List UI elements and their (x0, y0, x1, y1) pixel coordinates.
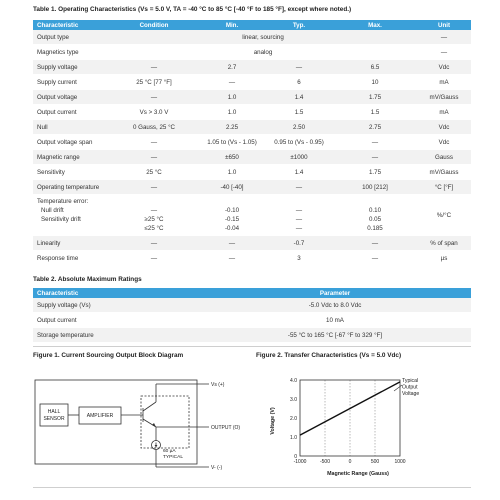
cell-unit: — (417, 30, 471, 45)
cell-min: 1.0 (199, 90, 265, 105)
y-tick-label: 1.0 (290, 434, 297, 441)
footer-divider (33, 487, 471, 488)
cell-parameter: -5.0 Vdc to 8.0 Vdc (199, 298, 471, 313)
plot-frame (300, 380, 400, 456)
cell-parameter: -55 °C to 165 °C [-67 °F to 329 °F] (199, 328, 471, 343)
cell-min: 2.25 (199, 120, 265, 135)
cell-condition: — (109, 180, 199, 195)
x-tick-label: 1000 (394, 459, 406, 465)
table-row (33, 313, 471, 328)
cell-unit: Vdc (417, 135, 471, 150)
y-tick-label: 3.0 (290, 396, 297, 403)
cell-characteristic: Output current (33, 105, 109, 120)
cell-min: 1.05 to (Vs - 1.05) (199, 135, 265, 150)
cell-span-value: analog (109, 45, 417, 60)
vs-terminal-label: Vs (+) (211, 382, 225, 388)
cell-max: 1.5 (333, 105, 417, 120)
cell-parameter: 10 mA (199, 313, 471, 328)
figure2-caption: Figure 2. Transfer Characteristics (Vs = 5.0 Vdc) (256, 352, 402, 359)
x-axis-label: Magnetic Range (Gauss) (327, 471, 389, 477)
max-line: 0.185 (367, 225, 383, 232)
cell-min: 1.0 (199, 105, 265, 120)
header-condition: Condition (109, 20, 199, 30)
x-tick-label: -500 (319, 459, 331, 465)
table-row-temperature-error (33, 195, 471, 236)
table-row (33, 150, 471, 165)
cell-characteristic: Magnetic range (33, 150, 109, 165)
transistor-collector-lead (143, 402, 156, 411)
cell-unit: — (417, 45, 471, 60)
cell-unit: % of span (417, 236, 471, 251)
table-row (33, 165, 471, 180)
cell-condition: — (109, 135, 199, 150)
cell-typ: 6 (265, 75, 333, 90)
table-row (33, 120, 471, 135)
legend-output: Output (402, 384, 418, 391)
cond-line: ≤25 °C (144, 225, 164, 232)
table-row (33, 60, 471, 75)
table-row (33, 45, 471, 60)
cell-max: 10 (333, 75, 417, 90)
header-typ: Typ. (265, 20, 333, 30)
legend-leader-line (394, 385, 402, 391)
hall-sensor-label: SENSOR (43, 416, 65, 422)
cell-typ: 1.4 (265, 90, 333, 105)
cell-min (199, 195, 265, 236)
header-unit: Unit (417, 20, 471, 30)
x-tick-label: -1000 (293, 459, 307, 465)
cell-typ: 2.50 (265, 120, 333, 135)
table-row (33, 75, 471, 90)
cell-min: -40 [-40] (199, 180, 265, 195)
current-typical-label: TYPICAL (163, 455, 183, 460)
cell-unit: mV/Gauss (417, 90, 471, 105)
legend-typical: Typical (402, 378, 419, 384)
cell-characteristic: Response time (33, 251, 109, 266)
cell-unit: Vdc (417, 60, 471, 75)
cell-condition: — (109, 251, 199, 266)
null-drift-label: Null drift (41, 207, 64, 214)
cell-characteristic: Magnetics type (33, 45, 109, 60)
typ-line: — (295, 225, 303, 232)
cell-typ: 1.4 (265, 165, 333, 180)
cell-condition: — (109, 60, 199, 75)
figure1-caption: Figure 1. Current Sourcing Output Block Diagram (33, 352, 184, 359)
cell-unit: °C [°F] (417, 180, 471, 195)
table-row (33, 135, 471, 150)
x-tick-label: 500 (370, 459, 380, 465)
max-line: 0.05 (368, 216, 382, 223)
temp-error-label: Temperature error: (37, 198, 89, 205)
table-row (33, 105, 471, 120)
cell-min: — (199, 75, 265, 90)
y-tick-label: 0 (294, 453, 297, 460)
y-axis-ticks (290, 378, 297, 460)
cell-characteristic: Storage temperature (33, 328, 199, 343)
cell-unit: Gauss (417, 150, 471, 165)
y-tick-label: 4.0 (290, 377, 297, 384)
cell-condition: 25 °C [77 °F] (109, 75, 199, 90)
cell-characteristic: Supply voltage (Vs) (33, 298, 199, 313)
table-row (33, 328, 471, 343)
table1-caption: Table 1. Operating Characteristics (Vs = 5.0 V, TA = -40 °C to 85 °C [-40 °F to 185 °F], except where noted.) (33, 6, 352, 13)
cell-max: — (333, 135, 417, 150)
y-axis-label: Voltage (V) (270, 407, 276, 435)
cell-condition: 25 °C (109, 165, 199, 180)
header-characteristic: Characteristic (33, 20, 109, 30)
table-row (33, 298, 471, 313)
cell-characteristic: Supply current (33, 75, 109, 90)
absolute-maximum-ratings-table (33, 288, 471, 343)
cell-condition: Vs > 3.0 V (109, 105, 199, 120)
cell-max: 1.75 (333, 90, 417, 105)
operating-characteristics-table (33, 20, 471, 266)
cell-max: — (333, 251, 417, 266)
cell-max: — (333, 150, 417, 165)
cell-max: 100 [212] (333, 180, 417, 195)
current-arrow-head-icon (155, 445, 158, 448)
cell-condition: — (109, 236, 199, 251)
cell-characteristic: Supply voltage (33, 60, 109, 75)
cell-condition (109, 195, 199, 236)
cell-unit: µs (417, 251, 471, 266)
cell-typ: 0.95 to (Vs - 0.95) (265, 135, 333, 150)
cell-characteristic: Output current (33, 313, 199, 328)
v-minus-terminal-label: V- (-) (211, 465, 223, 471)
header-characteristic: Characteristic (33, 288, 199, 298)
typ-line: — (295, 207, 303, 214)
header-parameter: Parameter (199, 288, 471, 298)
max-line: 0.10 (368, 207, 382, 214)
output-terminal-label: OUTPUT (O) (211, 425, 241, 431)
block-diagram (33, 366, 243, 478)
cond-line: ≥25 °C (144, 216, 164, 223)
typ-line: — (295, 216, 303, 223)
table-row (33, 251, 471, 266)
section-divider (33, 346, 471, 347)
cell-characteristic: Output voltage (33, 90, 109, 105)
table-row (33, 180, 471, 195)
cell-characteristic: Output type (33, 30, 109, 45)
table2-header-row (33, 288, 471, 298)
cell-typ: 3 (265, 251, 333, 266)
cell-min: ±650 (199, 150, 265, 165)
header-max: Max. (333, 20, 417, 30)
header-min: Min. (199, 20, 265, 30)
table-row (33, 90, 471, 105)
cell-typ: 1.5 (265, 105, 333, 120)
x-tick-label: 0 (348, 459, 352, 465)
cell-characteristic: Null (33, 120, 109, 135)
cell-unit: mA (417, 75, 471, 90)
cell-characteristic: Sensitivity (33, 165, 109, 180)
cell-condition: — (109, 150, 199, 165)
cell-characteristic: Operating temperature (33, 180, 109, 195)
cell-typ: -0.7 (265, 236, 333, 251)
cell-unit: mV/Gauss (417, 165, 471, 180)
cell-min: 2.7 (199, 60, 265, 75)
cell-unit: mA (417, 105, 471, 120)
cell-unit: Vdc (417, 120, 471, 135)
cond-line: — (150, 207, 158, 214)
cell-typ: ±1000 (265, 150, 333, 165)
cell-condition: 0 Gauss, 25 °C (109, 120, 199, 135)
cell-max: 6.5 (333, 60, 417, 75)
table1-header-row (33, 20, 471, 30)
table-row (33, 236, 471, 251)
amplifier-label: AMPLIFIER (86, 413, 114, 419)
y-tick-label: 2.0 (290, 415, 297, 422)
cell-typ (265, 195, 333, 236)
cell-condition: — (109, 90, 199, 105)
x-axis-ticks (294, 459, 406, 465)
cell-span-value: linear, sourcing (109, 30, 417, 45)
cell-max: 1.75 (333, 165, 417, 180)
cell-characteristic: Linearity (33, 236, 109, 251)
min-line: -0.10 (224, 207, 240, 214)
cell-min: — (199, 251, 265, 266)
cell-typ: — (265, 180, 333, 195)
cell-typ: — (265, 60, 333, 75)
hall-sensor-block (40, 404, 68, 426)
hall-sensor-label: HALL (47, 409, 61, 415)
cell-characteristic (33, 195, 109, 236)
cell-characteristic: Output voltage span (33, 135, 109, 150)
cell-min: 1.0 (199, 165, 265, 180)
min-line: -0.04 (224, 225, 240, 232)
current-value-label: 60 µA (163, 449, 176, 454)
cell-unit: %/°C (417, 195, 471, 236)
table2-caption: Table 2. Absolute Maximum Ratings (33, 276, 142, 283)
legend-voltage: Voltage (402, 391, 420, 397)
table-row (33, 30, 471, 45)
min-line: -0.15 (224, 216, 240, 223)
cell-min: — (199, 236, 265, 251)
sensitivity-drift-label: Sensitivity drift (41, 216, 81, 223)
cell-max (333, 195, 417, 236)
cell-max: — (333, 236, 417, 251)
transfer-characteristics-chart (256, 366, 471, 478)
cell-max: 2.75 (333, 120, 417, 135)
emitter-arrow-icon (152, 423, 156, 427)
